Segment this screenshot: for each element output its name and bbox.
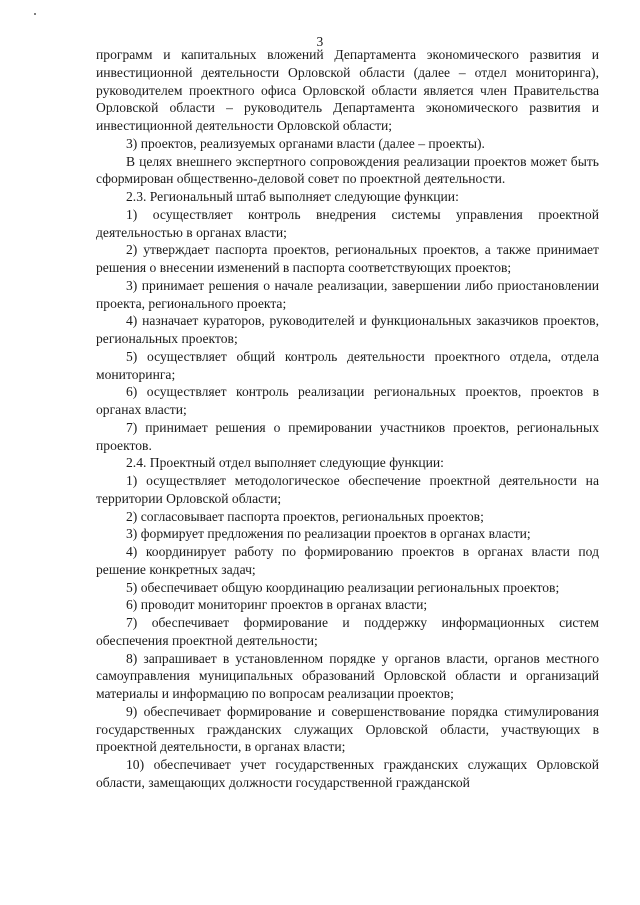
list-item: 1) осуществляет контроль внедрения системы управления проектной деятельностью в органах власти;	[96, 206, 599, 240]
paragraph: 3) проектов, реализуемых органами власти (далее – проекты).	[126, 135, 485, 151]
list-item: 4) назначает кураторов, руководителей и функциональных заказчиков проектов, региональных проектов;	[96, 313, 599, 346]
paragraph: В целях внешнего экспертного сопровождения реализации проектов может быть сформирован общественно-деловой совет по проектной деятельности.	[96, 153, 599, 187]
list-item: 6) осуществляет контроль реализации региональных проектов, проектов в органах власти;	[96, 384, 599, 417]
scan-speck	[34, 13, 36, 15]
page-number: 3	[316, 34, 324, 49]
list-item: 2) согласовывает паспорта проектов, региональных проектов;	[126, 508, 484, 524]
list-item: 1) осуществляет методологическое обеспечение проектной деятельности на территории Орловской области;	[96, 473, 599, 506]
list-item: 8) запрашивает в установленном порядке у органов власти, органов местного самоуправления муниципальных образований Орловской области и организаций материалы и информацию по вопросам реализации проектов;	[96, 650, 599, 701]
list-item: 2) утверждает паспорта проектов, региональных проектов, а также принимает решения о внесении изменений в паспорта соответствующих проектов;	[96, 242, 599, 275]
list-item: 3) формирует предложения по реализации проектов в органах власти;	[126, 526, 531, 542]
list-item: 7) принимает решения о премировании участников проектов, региональных проектов.	[96, 419, 599, 453]
list-item: 5) обеспечивает общую координацию реализации региональных проектов;	[126, 579, 560, 595]
list-item: 3) принимает решения о начале реализации, завершении либо приостановлении проекта, регионального проекта;	[96, 277, 599, 311]
list-item: 10) обеспечивает учет государственных гражданских служащих Орловской области, замещающих должности государственной гражданской	[96, 757, 599, 790]
list-item: 9) обеспечивает формирование и совершенствование порядка стимулирования государственных гражданских служащих Орловской области, участвующих в проектной деятельности, в органах власти;	[96, 703, 599, 755]
list-item: 7) обеспечивает формирование и поддержку информационных систем обеспечения проектной деятельности;	[96, 615, 599, 648]
list-item: 5) осуществляет общий контроль деятельности проектного отдела, отдела мониторинга;	[96, 348, 599, 382]
document-body	[96, 46, 599, 792]
section-heading-2-4: 2.4. Проектный отдел выполняет следующие функции:	[126, 455, 444, 471]
list-item: 6) проводит мониторинг проектов в органах власти;	[126, 597, 428, 613]
section-heading-2-3: 2.3. Региональный штаб выполняет следующие функции:	[126, 189, 459, 204]
list-item: 4) координирует работу по формированию проектов в органах власти под решение конкретных задач;	[96, 544, 599, 577]
paragraph-continuation: программ и капитальных вложений Департамента экономического развития и инвестиционной деятельности Орловской области (далее – отдел мониторинга), руководителем проектного офиса Орловской области является член Правительства Орловской области – руководитель Департамента экономического развития и инвестиционной деятельности Орловской области;	[96, 47, 599, 133]
